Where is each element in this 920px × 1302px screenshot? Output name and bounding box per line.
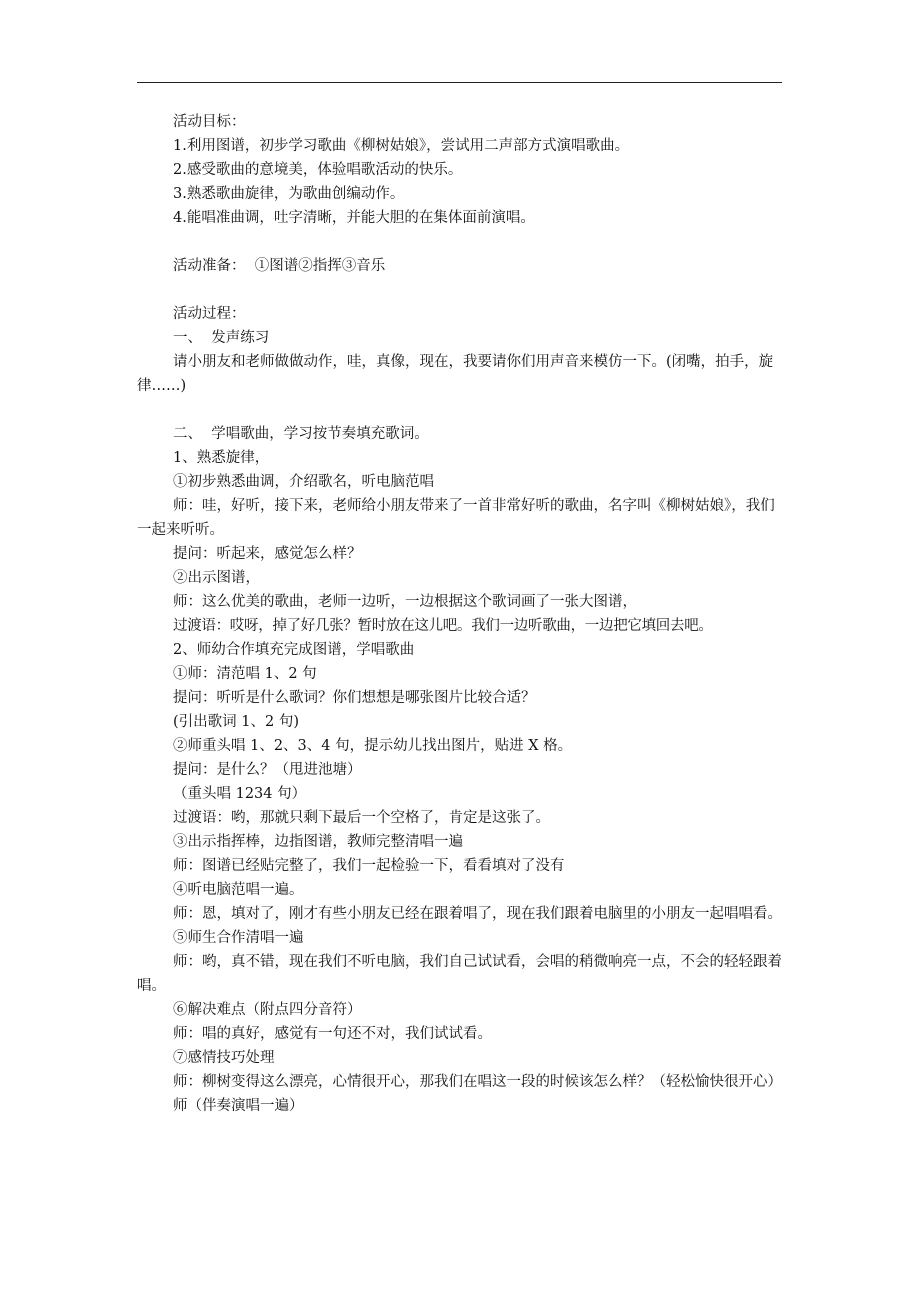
spacer [137, 398, 787, 422]
text-line: 师：图谱已经贴完整了，我们一起检验一下，看看填对了没有 [173, 858, 565, 874]
text-line: 师：这么优美的歌曲，老师一边听，一边根据这个歌词画了一张大图谱， [173, 594, 637, 610]
text-line: ⑥解决难点（附点四分音符） [173, 1002, 362, 1018]
text-line: ②出示图谱， [173, 570, 260, 586]
text-line: 过渡语：哎呀，掉了好几张？暂时放在这儿吧。我们一边听歌曲，一边把它填回去吧。 [173, 618, 713, 634]
process-heading: 活动过程： [173, 306, 246, 322]
text-line: ⑤师生合作清唱一遍 [173, 930, 304, 946]
text-line: 过渡语：哟，那就只剩下最后一个空格了，肯定是这张了。 [173, 810, 550, 826]
header-rule [137, 82, 782, 83]
spacer [137, 278, 787, 302]
text-line: ③出示指挥棒，边指图谱，教师完整清唱一遍 [173, 834, 463, 850]
text-line: 提问：听起来，感觉怎么样？ [173, 546, 362, 562]
spacer [137, 230, 787, 254]
document-body [137, 110, 787, 1118]
prep-line: 活动准备： ①图谱②指挥③音乐 [173, 258, 386, 274]
text-line: （重头唱 1234 句） [173, 786, 307, 802]
goal-item: 3.熟悉歌曲旋律，为歌曲创编动作。 [173, 186, 405, 202]
text-line: 2、师幼合作填充完成图谱，学唱歌曲 [173, 642, 415, 658]
text-line: ④听电脑范唱一遍。 [173, 882, 304, 898]
teacher-paragraph: 师：哟，真不错，现在我们不听电脑，我们自己试试看，会唱的稍微响亮一点，不会的轻轻跟着唱。 [137, 954, 782, 994]
section-2-title: 二、 学唱歌曲，学习按节奏填充歌词。 [173, 426, 429, 442]
teacher-paragraph: 师：恩，填对了，刚才有些小朋友已经在跟着唱了，现在我们跟着电脑里的小朋友一起唱唱看。 [173, 906, 782, 922]
text-line: ⑦感情技巧处理 [173, 1050, 275, 1066]
section-1-title: 一、 发声练习 [173, 330, 270, 346]
text-line: ①师：清范唱 1、2 句 [173, 666, 317, 682]
text-line: 提问：是什么？（甩进池塘） [173, 762, 362, 778]
text-line: 师：唱的真好，感觉有一句还不对，我们试试看。 [173, 1026, 492, 1042]
goal-item: 2.感受歌曲的意境美，体验唱歌活动的快乐。 [173, 162, 463, 178]
goal-item: 4.能唱准曲调，吐字清晰，并能大胆的在集体面前演唱。 [173, 210, 535, 226]
goals-heading: 活动目标： [173, 114, 246, 130]
text-line: 1、熟悉旋律， [173, 450, 270, 466]
text-line: ②师重头唱 1、2、3、4 句，提示幼儿找出图片，贴进 X 格。 [173, 738, 573, 754]
text-line: 师（伴奏演唱一遍） [173, 1098, 304, 1114]
text-line: ①初步熟悉曲调，介绍歌名，听电脑范唱 [173, 474, 434, 490]
text-line: 提问：听听是什么歌词？你们想想是哪张图片比较合适？ [173, 690, 536, 706]
section-1-paragraph: 请小朋友和老师做做动作，哇，真像，现在，我要请你们用声音来模仿一下。(闭嘴，拍手，旋律……) [137, 354, 774, 394]
goal-item: 1.利用图谱，初步学习歌曲《柳树姑娘》，尝试用二声部方式演唱歌曲。 [173, 138, 630, 154]
teacher-paragraph: 师：柳树变得这么漂亮，心情很开心，那我们在唱这一段的时候该怎么样？（轻松愉快很开心） [173, 1074, 782, 1090]
text-line: (引出歌词 1、2 句) [173, 714, 299, 730]
teacher-paragraph: 师：哇，好听，接下来，老师给小朋友带来了一首非常好听的歌曲，名字叫《柳树姑娘》，我们一起来听听。 [137, 498, 775, 538]
